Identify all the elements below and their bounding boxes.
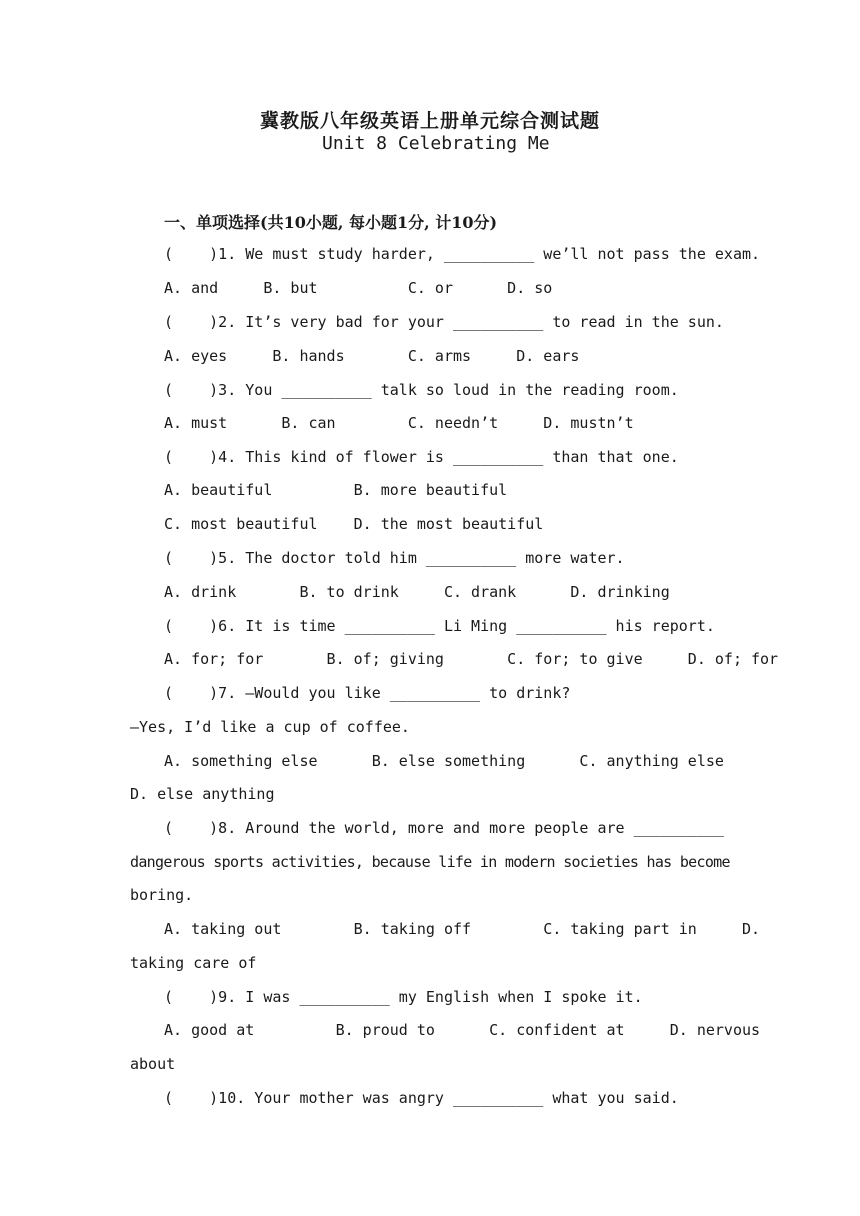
question-8-options-wrap: taking care of	[130, 954, 257, 972]
section-heading: 一、单项选择(共10小题, 每小题1分, 计10分)	[164, 213, 498, 232]
question-6: ( )6. It is time __________ Li Ming __________ his report.	[164, 617, 715, 635]
question-7-reply: —Yes, I’d like a cup of coffee.	[130, 718, 410, 736]
question-8-wrap-2: boring.	[130, 886, 194, 904]
question-7: ( )7. —Would you like __________ to drink?	[164, 684, 571, 702]
question-8-wrap-1: dangerous sports activities, because life in modern societies has become	[130, 853, 730, 871]
question-4-options-line-2: C. most beautiful D. the most beautiful	[164, 515, 544, 533]
question-4-options-line-1: A. beautiful B. more beautiful	[164, 481, 508, 499]
question-9: ( )9. I was __________ my English when I spoke it.	[164, 988, 643, 1006]
question-4: ( )4. This kind of flower is __________ than that one.	[164, 448, 679, 466]
question-7-options-wrap: D. else anything	[130, 785, 275, 803]
question-9-options: A. good at B. proud to C. confident at D. nervous	[164, 1021, 761, 1039]
question-6-options: A. for; for B. of; giving C. for; to give D. of; for	[164, 650, 779, 668]
question-5: ( )5. The doctor told him __________ more water.	[164, 549, 625, 567]
question-3: ( )3. You __________ talk so loud in the reading room.	[164, 381, 679, 399]
question-1-options: A. and B. but C. or D. so	[164, 279, 553, 297]
question-3-options: A. must B. can C. needn’t D. mustn’t	[164, 414, 634, 432]
question-8: ( )8. Around the world, more and more people are __________	[164, 819, 724, 837]
question-9-options-wrap: about	[130, 1055, 176, 1073]
document-subtitle: Unit 8 Celebrating Me	[322, 133, 550, 154]
question-7-options: A. something else B. else something C. anything else	[164, 752, 724, 770]
question-2: ( )2. It’s very bad for your __________ to read in the sun.	[164, 313, 724, 331]
question-5-options: A. drink B. to drink C. drank D. drinking	[164, 583, 670, 601]
question-8-options: A. taking out B. taking off C. taking part in D.	[164, 920, 761, 938]
question-2-options: A. eyes B. hands C. arms D. ears	[164, 347, 580, 365]
document-title: 冀教版八年级英语上册单元综合测试题	[259, 110, 600, 132]
question-1: ( )1. We must study harder, __________ we’ll not pass the exam.	[164, 245, 761, 263]
question-10: ( )10. Your mother was angry __________ what you said.	[164, 1089, 679, 1107]
